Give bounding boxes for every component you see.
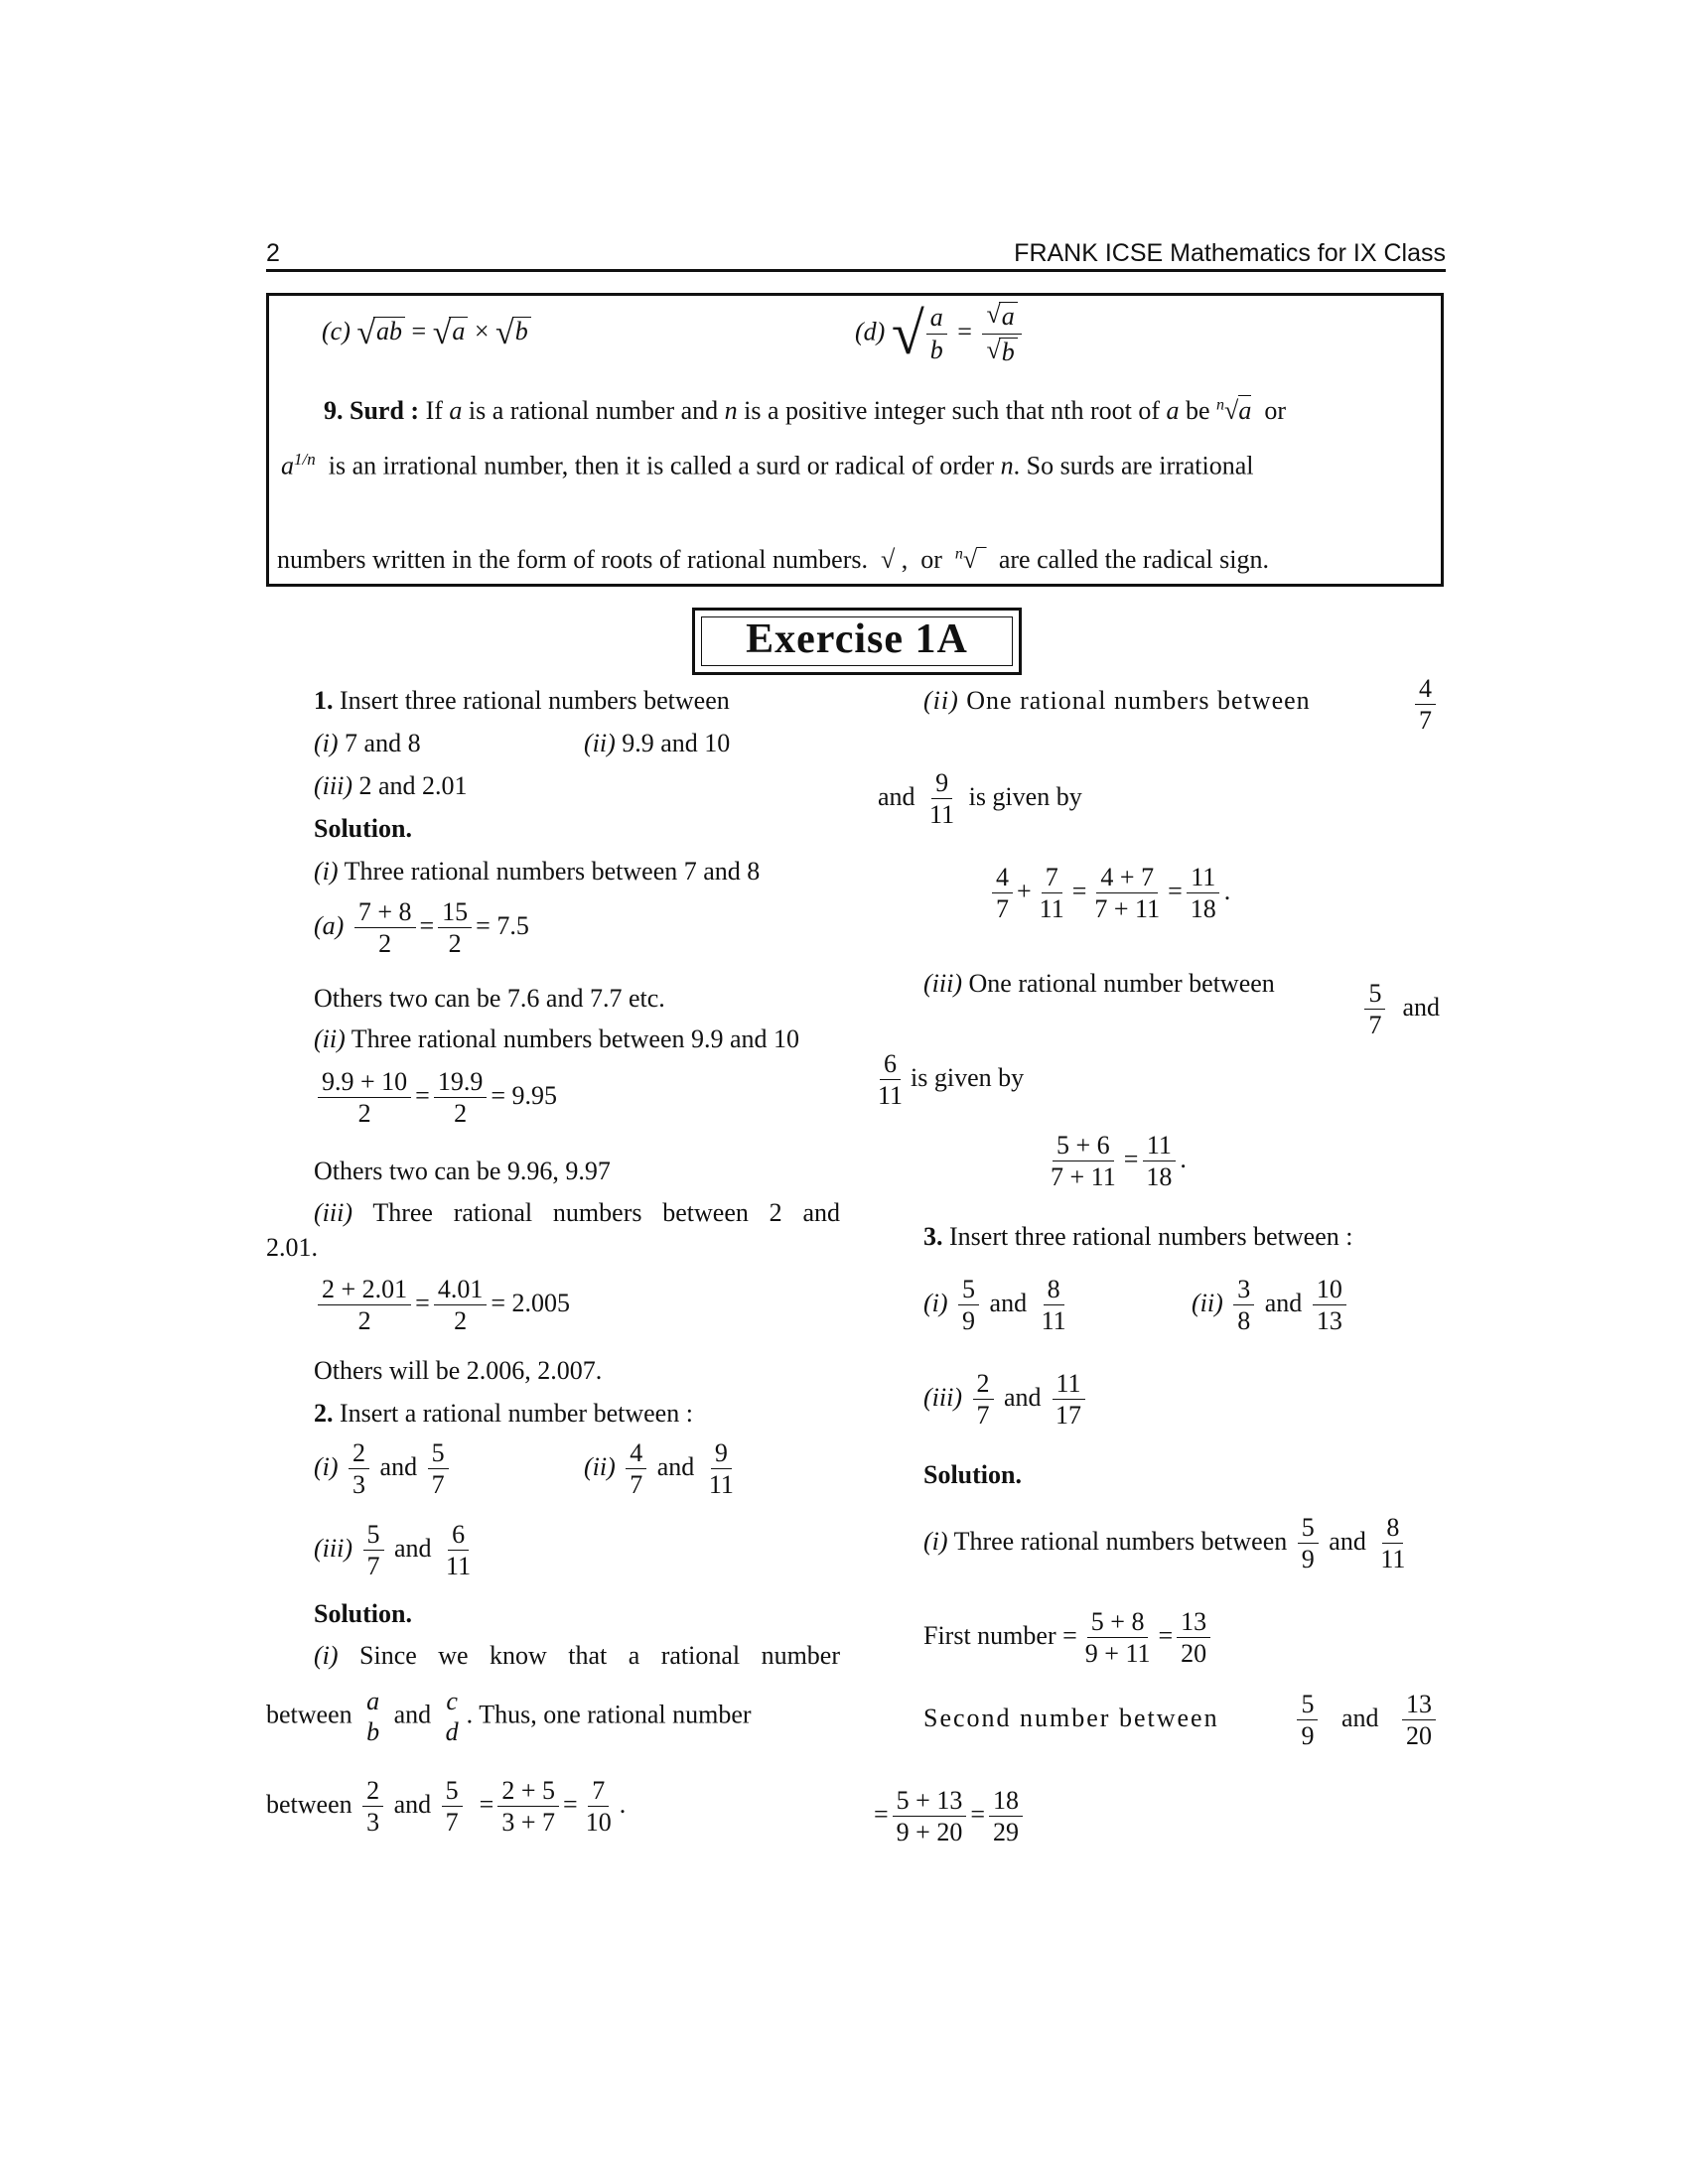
s1-part-ii: (ii) Three rational numbers between 9.9 and 10 [314, 1024, 800, 1053]
s2-part-ii: (ii) One rational numbers between $\frac{4}{7}$ [923, 685, 1440, 716]
s1-others-1: Others two can be 7.6 and 7.7 etc. [314, 984, 665, 1013]
book-title: FRANK ICSE Mathematics for IX Class [1014, 239, 1446, 267]
s1-calc-iii: $\frac{2 + 2.01}{2}$ = $\frac{4.01}{2}$ = 2.005 [314, 1276, 570, 1335]
s2-part-iii: (iii) One rational number between $\frac{5}{7}$ and [923, 969, 1440, 1040]
definition-box [266, 293, 1444, 587]
solution-1-heading: Solution. [314, 814, 412, 843]
s2-between-ab-cd: between a b and c d . Thus, one rational number [266, 1687, 752, 1747]
question-3: 3. Insert three rational numbers between : [923, 1222, 1353, 1251]
exercise-title: Exercise 1A [746, 616, 968, 662]
s1-part-iii-cont: 2.01. [266, 1233, 318, 1262]
surd-line-2: $a^{1/n}$ is an irrational number, then it is called a surd or radical of order n. So surds are irrational [281, 450, 1254, 480]
q3-option-iii: (iii) $\frac{2}{7}$ and $\frac{11}{17}$ [923, 1370, 1089, 1430]
formula-c: (c) √ ab = √ a × √ b [322, 316, 531, 350]
header-rule [266, 269, 1446, 272]
q3-option-i: (i) $\frac{5}{9}$ and $\frac{8}{11}$ [923, 1275, 1066, 1336]
solution-2-heading: Solution. [314, 1599, 412, 1628]
s1-part-i: (i) Three rational numbers between 7 and 8 [314, 857, 761, 886]
s3-second-calc: = $\frac{5 + 13}{9 + 20}$ = $\frac{18}{29}$ [874, 1787, 1027, 1846]
s2-part-i: (i) Since we know that a rational number [314, 1641, 840, 1670]
s1-others-2: Others two can be 9.96, 9.97 [314, 1157, 611, 1185]
s2-part-ii-cont: and $\frac{9}{11}$ is given by [878, 768, 1082, 830]
s1-others-3: Others will be 2.006, 2.007. [314, 1356, 603, 1385]
s2-calc-iii: $\frac{5 + 6}{7 + 11}$ = $\frac{11}{18}$ . [1051, 1131, 1187, 1192]
solution-3-heading: Solution. [923, 1460, 1022, 1489]
s3-first-number: First number = $\frac{5 + 8}{9 + 11}$ = $\frac{13}{20}$ [923, 1608, 1214, 1668]
q3-option-ii: (ii) $\frac{3}{8}$ and $\frac{10}{13}$ [1192, 1276, 1350, 1335]
q1-option-iii: (iii) 2 and 2.01 [314, 771, 468, 800]
q2-option-ii: (ii) $\frac{4}{7}$ and $\frac{9}{11}$ [584, 1438, 734, 1500]
s3-part-i: (i) Three rational numbers between $\frac{5}{9}$ and $\frac{8}{11}$ [923, 1513, 1406, 1574]
s2-part-iii-cont: $\frac{6}{11}$ is given by [878, 1049, 1025, 1111]
s1-calc-ii: $\frac{9.9 + 10}{2}$ = $\frac{19.9}{2}$ = 9.95 [314, 1068, 557, 1128]
question-2: 2. Insert a rational number between : [314, 1399, 693, 1428]
q1-option-ii: (ii) 9.9 and 10 [584, 729, 731, 757]
exercise-title-box [692, 608, 1022, 675]
s2-calc-i: between $\frac{2}{3}$ and $\frac{5}{7}$ = $\frac{2 + 5}{3 + 7}$ = $\frac{7}{10}$ . [266, 1776, 627, 1838]
s1-calc-a: (a) $\frac{7 + 8}{2}$ = $\frac{15}{2}$ = 7.5 [314, 897, 529, 959]
formula-d: (d) √ $\frac{a}{b}$ = √ a √ b [855, 301, 1026, 367]
q2-option-iii: (iii) $\frac{5}{7}$ and $\frac{6}{11}$ [314, 1520, 472, 1581]
question-1: 1. Insert three rational numbers between [314, 686, 730, 715]
s2-calc-ii: $\frac{4}{7}$ + $\frac{7}{11}$ = $\frac{4 + 7}{7 + 11}$ = $\frac{11}{18}$ . [988, 864, 1230, 923]
s3-second-number: Second number between $\frac{5}{9}$ and $\frac{13}{20}$ [923, 1703, 1440, 1733]
q2-option-i: (i) $\frac{2}{3}$ and $\frac{5}{7}$ [314, 1439, 453, 1499]
q1-option-i: (i) 7 and 8 [314, 729, 421, 757]
surd-line-3: numbers written in the form of roots of rational numbers. √ , or $^n$√‾ are called the radical sign. [277, 545, 1269, 574]
page-number: 2 [266, 239, 280, 267]
surd-line-1: 9. Surd : If a is a rational number and n is a positive integer such that nth root of a be $^n$√a or [324, 396, 1286, 425]
s1-part-iii: (iii) Three rational numbers between 2 and [314, 1198, 840, 1227]
